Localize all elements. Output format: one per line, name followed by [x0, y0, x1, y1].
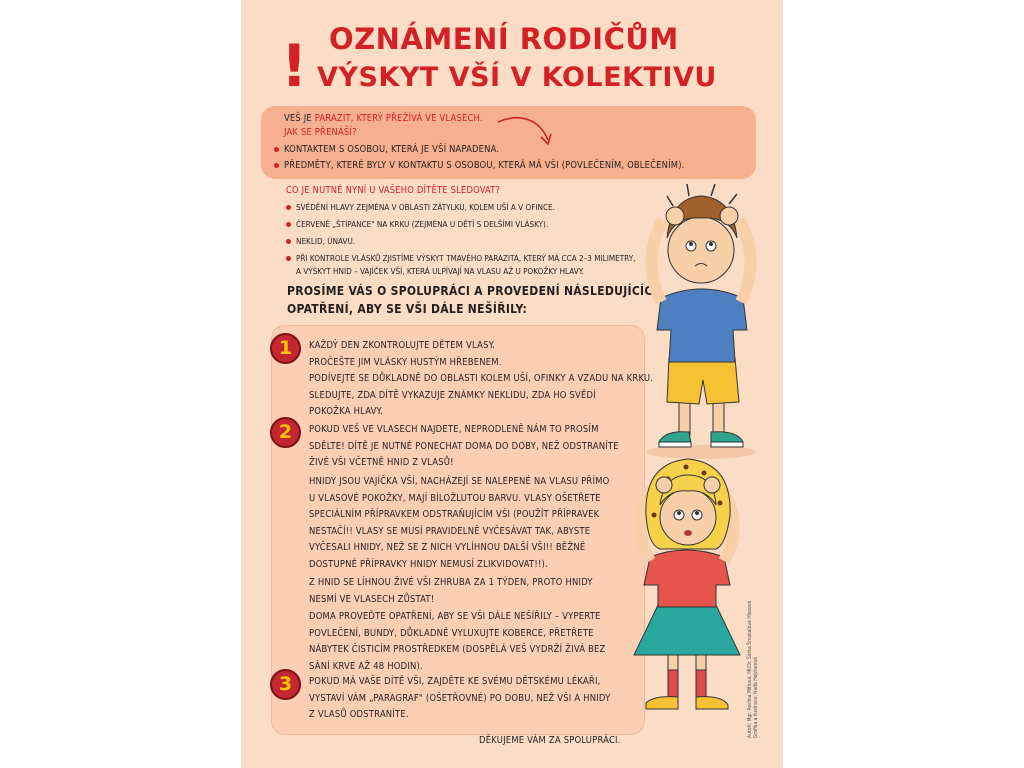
step-1-line: POKOŽKA HLAVY. [309, 406, 383, 418]
step-3-badge: 3 [270, 669, 301, 700]
how-spread-title: JAK SE PŘENÁŠÍ? [284, 127, 357, 138]
watch-item: NEKLID, ÚNAVU. [296, 236, 356, 246]
exclamation-mark: ! [281, 32, 308, 100]
step-2-line: DOMA PROVEĎTE OPATŘENÍ, ABY SE VŠI DÁLE NEŠÍŘILY – VYPERTE [309, 611, 601, 622]
credits-authors: Autoři: Mgr. Pavlína Mitlová, MUDr. Šárka Šmakalová Hlasová [747, 600, 753, 738]
boy-scratching-head-illustration [631, 180, 771, 465]
step-3-line: POKUD MÁ VAŠE DÍTĚ VŠI, ZAJDĚTE KE SVÉMU DĚTSKÉMU LÉKAŘI, [309, 676, 601, 687]
request-heading-line2: OPATŘENÍ, ABY SE VŠI DÁLE NEŠÍŘILY: [287, 302, 528, 316]
step-2-warning [309, 422, 619, 472]
step-1-line: PODÍVEJTE SE DŮKLADNĚ DO OBLASTI KOLEM UŠÍ, OFINKY A VZADU NA KRKU. [309, 373, 654, 385]
step-1-line: PROČEŠTE JIM VLÁSKY HUSTÝM HŘEBENEM. [309, 356, 502, 368]
step-2-line: NESMÍ VE VLASECH ZŮSTAT! [309, 593, 435, 605]
step-2-paragraph-1 [309, 474, 609, 574]
step-2-line: VYČESALI HNIDY, NEŽ SE Z NICH VYLÍHNOU DALŠÍ VŠI!! BĚŽNĚ [309, 542, 586, 554]
poster-title-line2: VÝSKYT VŠÍ V KOLEKTIVU [317, 62, 717, 93]
step-2-badge: 2 [270, 417, 301, 448]
bullet-icon [274, 163, 279, 168]
watch-item: ČERVENÉ „ŠTÍPANCE" NA KRKU (ZEJMÉNA U DĚTÍ S DELŠÍMI VLÁSKY). [296, 219, 549, 229]
bullet-icon [286, 256, 291, 261]
step-2-line: Z HNID SE LÍHNOU ŽIVÉ VŠI ZHRUBA ZA 1 TÝDEN, PROTO HNIDY [309, 577, 593, 588]
girl-scratching-head-illustration [616, 445, 766, 725]
credits [747, 601, 759, 738]
step-1-badge: 1 [270, 333, 301, 364]
step-2-line: NESTAČÍ!! VLASY SE MUSÍ PRAVIDELNĚ VYČESÁVAT TAK, ABYSTE [309, 525, 591, 537]
step-2-line: DOSTUPNÉ PŘÍPRAVKY HNIDY NEMUSÍ ZLIKVIDOVAT!!). [309, 558, 548, 570]
step-2-line: SÁNÍ KRVE AŽ 48 HODIN). [309, 660, 423, 672]
step-3-line: Z VLASŮ ODSTRANÍTE. [309, 709, 409, 721]
step-2-line: POVLEČENÍ, BUNDY, DŮKLADNĚ VYLUXUJTE KOBERCE, PŘETŘETE [309, 627, 594, 639]
bullet-icon [286, 239, 291, 244]
arrow-icon [496, 112, 556, 154]
credits-illustration: Grafika a ilustrace: Naďa Hejzlarová [753, 657, 759, 738]
watch-item: PŘI KONTROLE VLÁSKŮ ZJISTÍME VÝSKYT TMAVÉHO PARAZITA, KTERÝ MÁ CCA 2–3 MILIMETRY, [296, 253, 636, 263]
poster-title-line1: OZNÁMENÍ RODIČŮM [329, 22, 679, 56]
intro-lead [284, 111, 483, 126]
step-2-warning-line: ŽIVÉ VŠI VČETNĚ HNID Z VLASŮ! [309, 457, 454, 469]
thanks-text: DĚKUJEME VÁM ZA SPOLUPRÁCI. [479, 735, 621, 746]
watch-title: CO JE NUTNÉ NYNÍ U VAŠEHO DÍTĚTE SLEDOVAT? [286, 185, 501, 196]
intro-lead-text: VEŠ JE [284, 113, 315, 124]
bullet-icon [274, 147, 279, 152]
step-2-paragraph-3 [309, 609, 606, 675]
step-2-line: HNIDY JSOU VAJÍČKA VŠÍ, NACHÁZEJÍ SE NALEPENÉ NA VLASU PŘÍMO [309, 476, 610, 487]
step-2-warning-line: SDĚLTE! DÍTĚ JE NUTNÉ PONECHAT DOMA DO DOBY, NEŽ ODSTRANÍTE [309, 440, 619, 452]
step-3-text [309, 674, 610, 724]
watch-item-continued: A VÝSKYT HNID – VAJÍČEK VŠÍ, KTERÁ ULPÍVAJÍ NA VLASU AŽ U POKOŽKY HLAVY. [296, 266, 584, 276]
step-1-text [309, 338, 653, 421]
step-3-line: VYSTAVÍ VÁM „PARAGRAF" (OŠETŘOVNÉ) PO DOBU, NEŽ VŠI A HNIDY [309, 692, 611, 704]
poster [241, 0, 783, 768]
intro-lead-highlight: PARAZIT, KTERÝ PŘEŽÍVÁ VE VLASECH. [314, 113, 483, 124]
bullet-icon [286, 222, 291, 227]
step-2-line: U VLASOVÉ POKOŽKY, MAJÍ BÍLOŽLUTOU BARVU. VLASY OŠETŘETE [309, 492, 601, 504]
step-2-warning-line: POKUD VEŠ VE VLASECH NAJDETE, NEPRODLENĚ NÁM TO PROSÍM [309, 424, 599, 435]
step-1-line: KAŽDÝ DEN ZKONTROLUJTE DĚTEM VLASY. [309, 340, 495, 351]
step-1-line: SLEDUJTE, ZDA DÍTĚ VYKAZUJE ZNÁMKY NEKLIDU, ZDA HO SVĚDÍ [309, 389, 596, 401]
bullet-icon [286, 205, 291, 210]
request-heading-line1: PROSÍME VÁS O SPOLUPRÁCI A PROVEDENÍ NÁSLEDUJÍCÍCH [287, 284, 662, 298]
step-2-line: SPECIÁLNÍM PŘÍPRAVKEM ODSTRAŇUJÍCÍM VŠI (POUŽÍT PŘÍPRAVEK [309, 509, 600, 521]
step-2-line: NÁBYTEK ČISTICÍM PROSTŘEDKEM (DOSPĚLÁ VEŠ VYDRŽÍ ŽIVÁ BEZ [309, 644, 606, 656]
step-2-paragraph-2 [309, 575, 593, 608]
how-spread-item: KONTAKTEM S OSOBOU, KTERÁ JE VŠÍ NAPADENA. [284, 144, 500, 155]
watch-item: SVĚDĚNÍ HLAVY ZEJMÉNA V OBLASTI ZÁTYLKU, KOLEM UŠÍ A V OFINCE. [296, 202, 555, 212]
how-spread-item: PŘEDMĚTY, KTERÉ BYLY V KONTAKTU S OSOBOU, KTERÁ MÁ VŠI (POVLEČENÍM, OBLEČENÍM). [284, 160, 685, 171]
